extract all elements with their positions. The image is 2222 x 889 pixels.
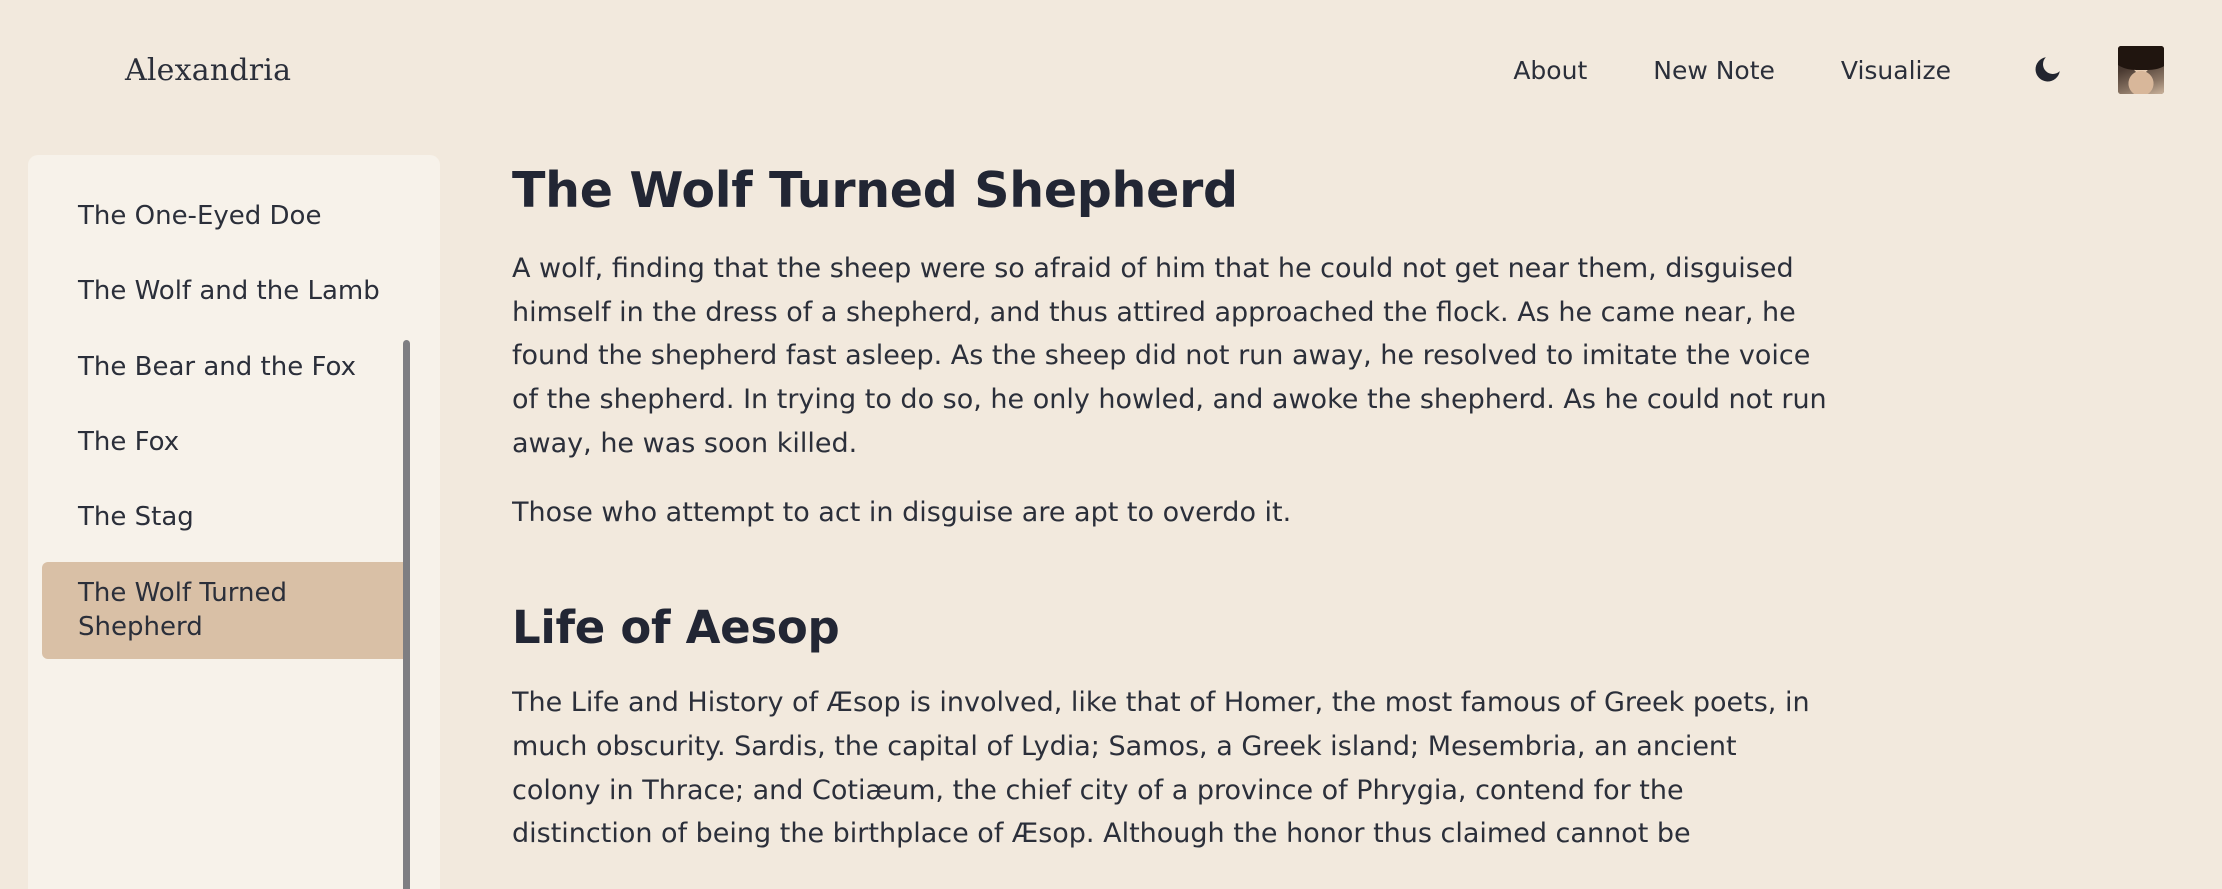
sidebar-item-the-wolf-and-the-lamb[interactable]: The Wolf and the Lamb — [78, 276, 380, 307]
primary-nav — [1480, 46, 2164, 95]
sidebar-item-the-stag[interactable]: The Stag — [78, 502, 194, 533]
notes-sidebar — [28, 155, 440, 889]
notes-list — [28, 185, 440, 659]
sidebar-item-the-bear-and-the-fox[interactable]: The Bear and the Fox — [78, 351, 356, 382]
section-heading-life-of-aesop: Life of Aesop — [512, 601, 840, 655]
sidebar-item-the-fox[interactable]: The Fox — [78, 426, 180, 457]
sidebar-item-the-wolf-turned-shepherd[interactable]: The Wolf Turned Shepherd — [42, 562, 410, 660]
top-header — [0, 0, 2222, 140]
sidebar-scrollbar-thumb[interactable] — [403, 340, 410, 889]
nav-new-note[interactable]: New Note — [1653, 55, 1775, 85]
avatar-hair — [2118, 46, 2164, 70]
paragraph-fable-body: A wolf, finding that the sheep were so afraid of him that he could not get near them, disguised himself in the dress of a shepherd, and thus attired approached the flock. As he came near, he found the shepherd fast asleep. As the sheep did not run away, he resolved to imitate the voice of the shepherd. In trying to do so, he only howled, and awoke the shepherd. As he could not run away, he was soon killed. — [512, 252, 1827, 459]
user-avatar[interactable] — [2118, 46, 2164, 94]
page-title: The Wolf Turned Shepherd — [512, 162, 1238, 219]
nav-about[interactable]: About — [1513, 55, 1588, 85]
moon-icon[interactable] — [2024, 47, 2070, 93]
sidebar-item-the-one-eyed-doe[interactable]: The One-Eyed Doe — [78, 201, 322, 231]
note-content — [512, 140, 2072, 889]
app-brand[interactable]: Alexandria — [125, 52, 292, 88]
paragraph-moral: Those who attempt to act in disguise are apt to overdo it. — [512, 497, 1292, 529]
nav-visualize[interactable]: Visualize — [1840, 55, 1951, 85]
paragraph-aesop-biography: The Life and History of Æsop is involved, like that of Homer, the most famous of Greek poets, in much obscurity. Sardis, the capital of Lydia; Samos, a Greek island; Mesembria, an ancient colony in Thrace; and Cotiæum, the chief city of a province of Phrygia, contend for the distinction of being the birthplace of Æsop. Although the honor thus claimed cannot be — [512, 687, 1810, 850]
